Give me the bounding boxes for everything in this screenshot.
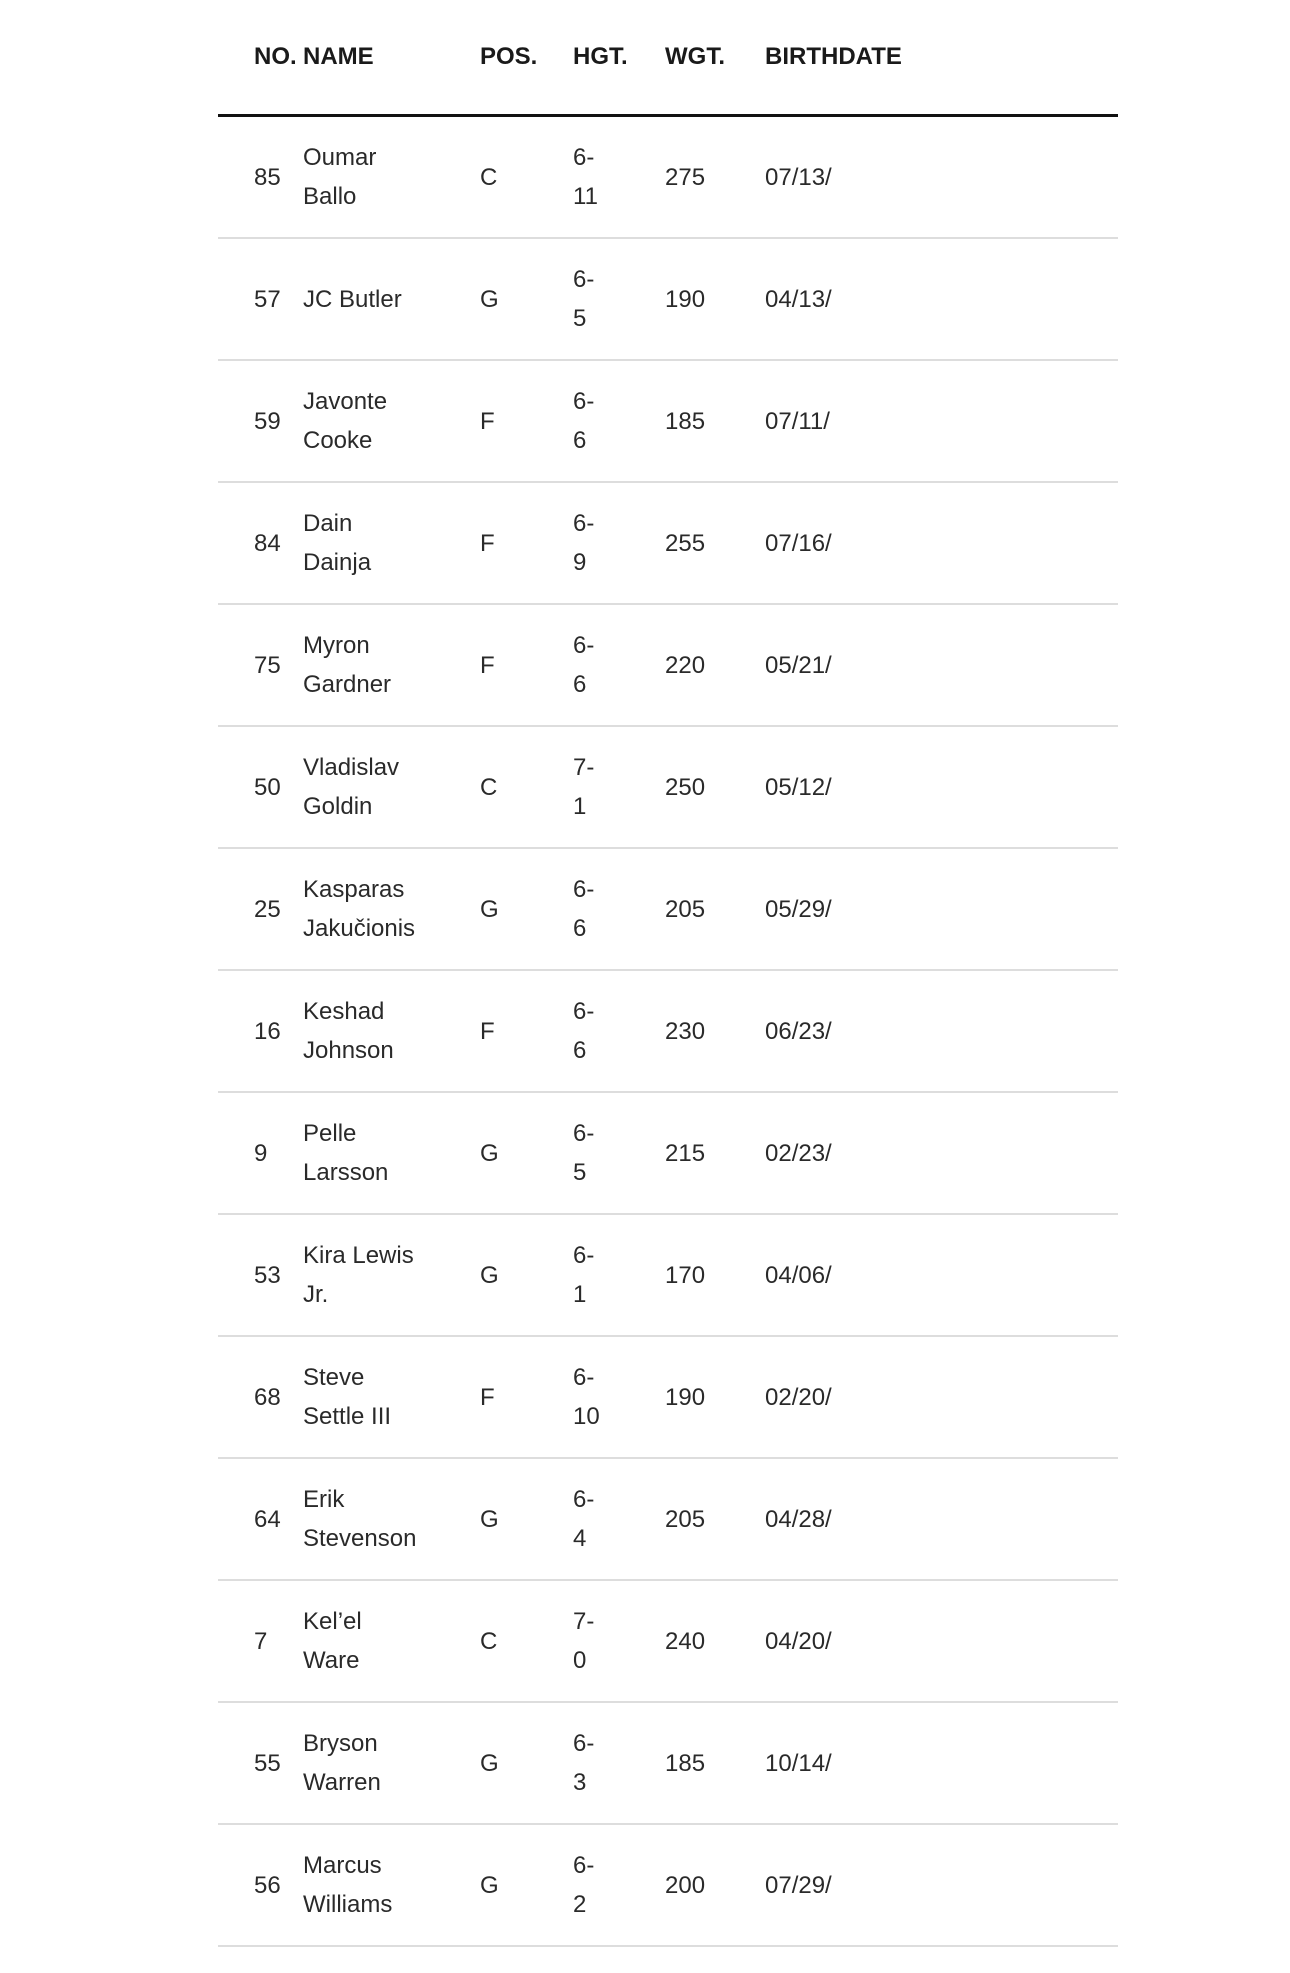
cell-position: F [480,604,573,726]
cell-name [303,1458,480,1580]
player-name-line: Dain [303,510,353,537]
player-name-line: Keshad [303,998,385,1025]
header-name: NAME [303,0,480,116]
cell-weight: 250 [665,726,765,848]
cell-height [573,116,665,239]
cell-name [303,360,480,482]
cell-number: 53 [218,1214,303,1336]
cell-birthdate: 05/12/ [765,726,1118,848]
header-wgt: WGT. [665,0,765,116]
cell-birthdate: 04/28/ [765,1458,1118,1580]
cell-name [303,1702,480,1824]
cell-height [573,482,665,604]
cell-height [573,1824,665,1946]
height-line: 6- [573,1242,595,1269]
cell-number: 59 [218,360,303,482]
cell-name [303,238,480,360]
cell-birthdate: 04/20/ [765,1580,1118,1702]
cell-number: 75 [218,604,303,726]
height-line: 6- [573,266,595,293]
height-line: 5 [573,305,587,332]
cell-name [303,726,480,848]
cell-position: G [480,1824,573,1946]
player-name-line: Johnson [303,1037,394,1064]
height-line: 1 [573,793,587,820]
cell-weight: 200 [665,1824,765,1946]
player-name-line: Vladislav [303,754,400,781]
height-line: 0 [573,1647,587,1674]
height-line: 6- [573,998,595,1025]
cell-height [573,848,665,970]
header-no: NO. [218,0,303,116]
height-line: 2 [573,1891,587,1918]
player-name-line: Stevenson [303,1525,417,1552]
height-line: 6 [573,1037,587,1064]
cell-position: G [480,238,573,360]
cell-position: C [480,726,573,848]
cell-weight: 275 [665,116,765,239]
height-line: 6- [573,1486,595,1513]
header-pos: POS. [480,0,573,116]
cell-birthdate: 07/13/ [765,116,1118,239]
table-row [218,1580,1118,1702]
height-line: 9 [573,549,587,576]
player-name-line: Cooke [303,427,373,454]
cell-position: G [480,848,573,970]
height-line: 4 [573,1525,587,1552]
table-row [218,1214,1118,1336]
cell-name [303,1092,480,1214]
cell-weight: 220 [665,604,765,726]
cell-height [573,360,665,482]
roster-table-container[interactable] [218,0,902,1947]
cell-position: G [480,1702,573,1824]
player-name-line: Ware [303,1647,360,1674]
player-name-line: Kasparas [303,876,405,903]
table-row [218,1092,1118,1214]
height-line: 6 [573,915,587,942]
player-name-line: Oumar [303,144,377,171]
cell-weight: 255 [665,482,765,604]
height-line: 6- [573,510,595,537]
cell-birthdate: 07/11/ [765,360,1118,482]
cell-name [303,604,480,726]
height-line: 11 [573,183,598,210]
height-line: 6- [573,632,595,659]
cell-number: 84 [218,482,303,604]
player-name-line: Warren [303,1769,381,1796]
table-row [218,1458,1118,1580]
cell-height [573,1336,665,1458]
cell-height [573,1580,665,1702]
player-name-line: Jr. [303,1281,329,1308]
cell-weight: 170 [665,1214,765,1336]
table-header-row [218,0,1118,116]
cell-number: 56 [218,1824,303,1946]
cell-birthdate: 04/06/ [765,1214,1118,1336]
cell-weight: 215 [665,1092,765,1214]
height-line: 6- [573,1852,595,1879]
table-row [218,604,1118,726]
cell-weight: 190 [665,238,765,360]
height-line: 6- [573,1730,595,1757]
cell-name [303,116,480,239]
player-name-line: Steve [303,1364,365,1391]
player-name-line: Kira Lewis [303,1242,414,1269]
cell-birthdate: 07/29/ [765,1824,1118,1946]
cell-position: F [480,1336,573,1458]
height-line: 7- [573,754,595,781]
player-name-line: Marcus [303,1852,382,1879]
cell-height [573,970,665,1092]
table-row [218,1336,1118,1458]
cell-birthdate: 07/16/ [765,482,1118,604]
table-row [218,1824,1118,1946]
height-line: 6- [573,876,595,903]
cell-birthdate: 02/23/ [765,1092,1118,1214]
cell-name [303,1336,480,1458]
cell-number: 16 [218,970,303,1092]
player-name-line: Kel’el [303,1608,362,1635]
cell-birthdate: 02/20/ [765,1336,1118,1458]
cell-weight: 230 [665,970,765,1092]
cell-position: G [480,1214,573,1336]
table-row [218,116,1118,239]
cell-number: 57 [218,238,303,360]
height-line: 6- [573,388,595,415]
cell-position: F [480,482,573,604]
cell-number: 25 [218,848,303,970]
cell-number: 50 [218,726,303,848]
player-name-line: Williams [303,1891,393,1918]
player-name-line: Pelle [303,1120,357,1147]
cell-height [573,1214,665,1336]
cell-number: 7 [218,1580,303,1702]
cell-number: 64 [218,1458,303,1580]
cell-position: F [480,360,573,482]
cell-number: 68 [218,1336,303,1458]
table-row [218,970,1118,1092]
cell-birthdate: 05/29/ [765,848,1118,970]
player-name-line: Ballo [303,183,357,210]
header-birthdate: BIRTHDATE [765,0,1118,116]
player-name-line: Javonte [303,388,388,415]
cell-birthdate: 04/13/ [765,238,1118,360]
cell-height [573,238,665,360]
cell-position: F [480,970,573,1092]
cell-position: G [480,1092,573,1214]
height-line: 6- [573,144,595,171]
player-name-line: Gardner [303,671,392,698]
player-name-line: Goldin [303,793,373,820]
player-name-line: Settle III [303,1403,392,1430]
cell-weight: 185 [665,1702,765,1824]
cell-weight: 185 [665,360,765,482]
player-name-line: Myron [303,632,370,659]
cell-height [573,726,665,848]
player-name-line: JC Butler [303,285,402,313]
player-name-line: Bryson [303,1730,378,1757]
header-hgt: HGT. [573,0,665,116]
player-name-line: Larsson [303,1159,389,1186]
cell-position: G [480,1458,573,1580]
cell-birthdate: 10/14/ [765,1702,1118,1824]
height-line: 6- [573,1364,595,1391]
cell-number: 85 [218,116,303,239]
table-row [218,360,1118,482]
cell-height [573,604,665,726]
cell-birthdate: 05/21/ [765,604,1118,726]
height-line: 6 [573,671,587,698]
table-row [218,726,1118,848]
height-line: 10 [573,1403,600,1430]
cell-height [573,1092,665,1214]
cell-position: C [480,116,573,239]
cell-name [303,970,480,1092]
table-row [218,238,1118,360]
cell-name [303,1214,480,1336]
table-row [218,482,1118,604]
roster-table [218,0,1118,1947]
cell-weight: 240 [665,1580,765,1702]
cell-weight: 190 [665,1336,765,1458]
height-line: 5 [573,1159,587,1186]
height-line: 6- [573,1120,595,1147]
player-name-line: Jakučionis [303,915,416,942]
height-line: 3 [573,1769,587,1796]
cell-weight: 205 [665,848,765,970]
table-row [218,848,1118,970]
cell-number: 55 [218,1702,303,1824]
cell-height [573,1458,665,1580]
cell-number: 9 [218,1092,303,1214]
player-name-line: Erik [303,1486,345,1513]
height-line: 1 [573,1281,587,1308]
height-line: 6 [573,427,587,454]
cell-height [573,1702,665,1824]
cell-position: C [480,1580,573,1702]
cell-name [303,848,480,970]
cell-birthdate: 06/23/ [765,970,1118,1092]
cell-weight: 205 [665,1458,765,1580]
cell-name [303,482,480,604]
height-line: 7- [573,1608,595,1635]
cell-name [303,1580,480,1702]
table-row [218,1702,1118,1824]
cell-name [303,1824,480,1946]
roster-table-body [218,116,1118,1947]
player-name-line: Dainja [303,549,372,576]
